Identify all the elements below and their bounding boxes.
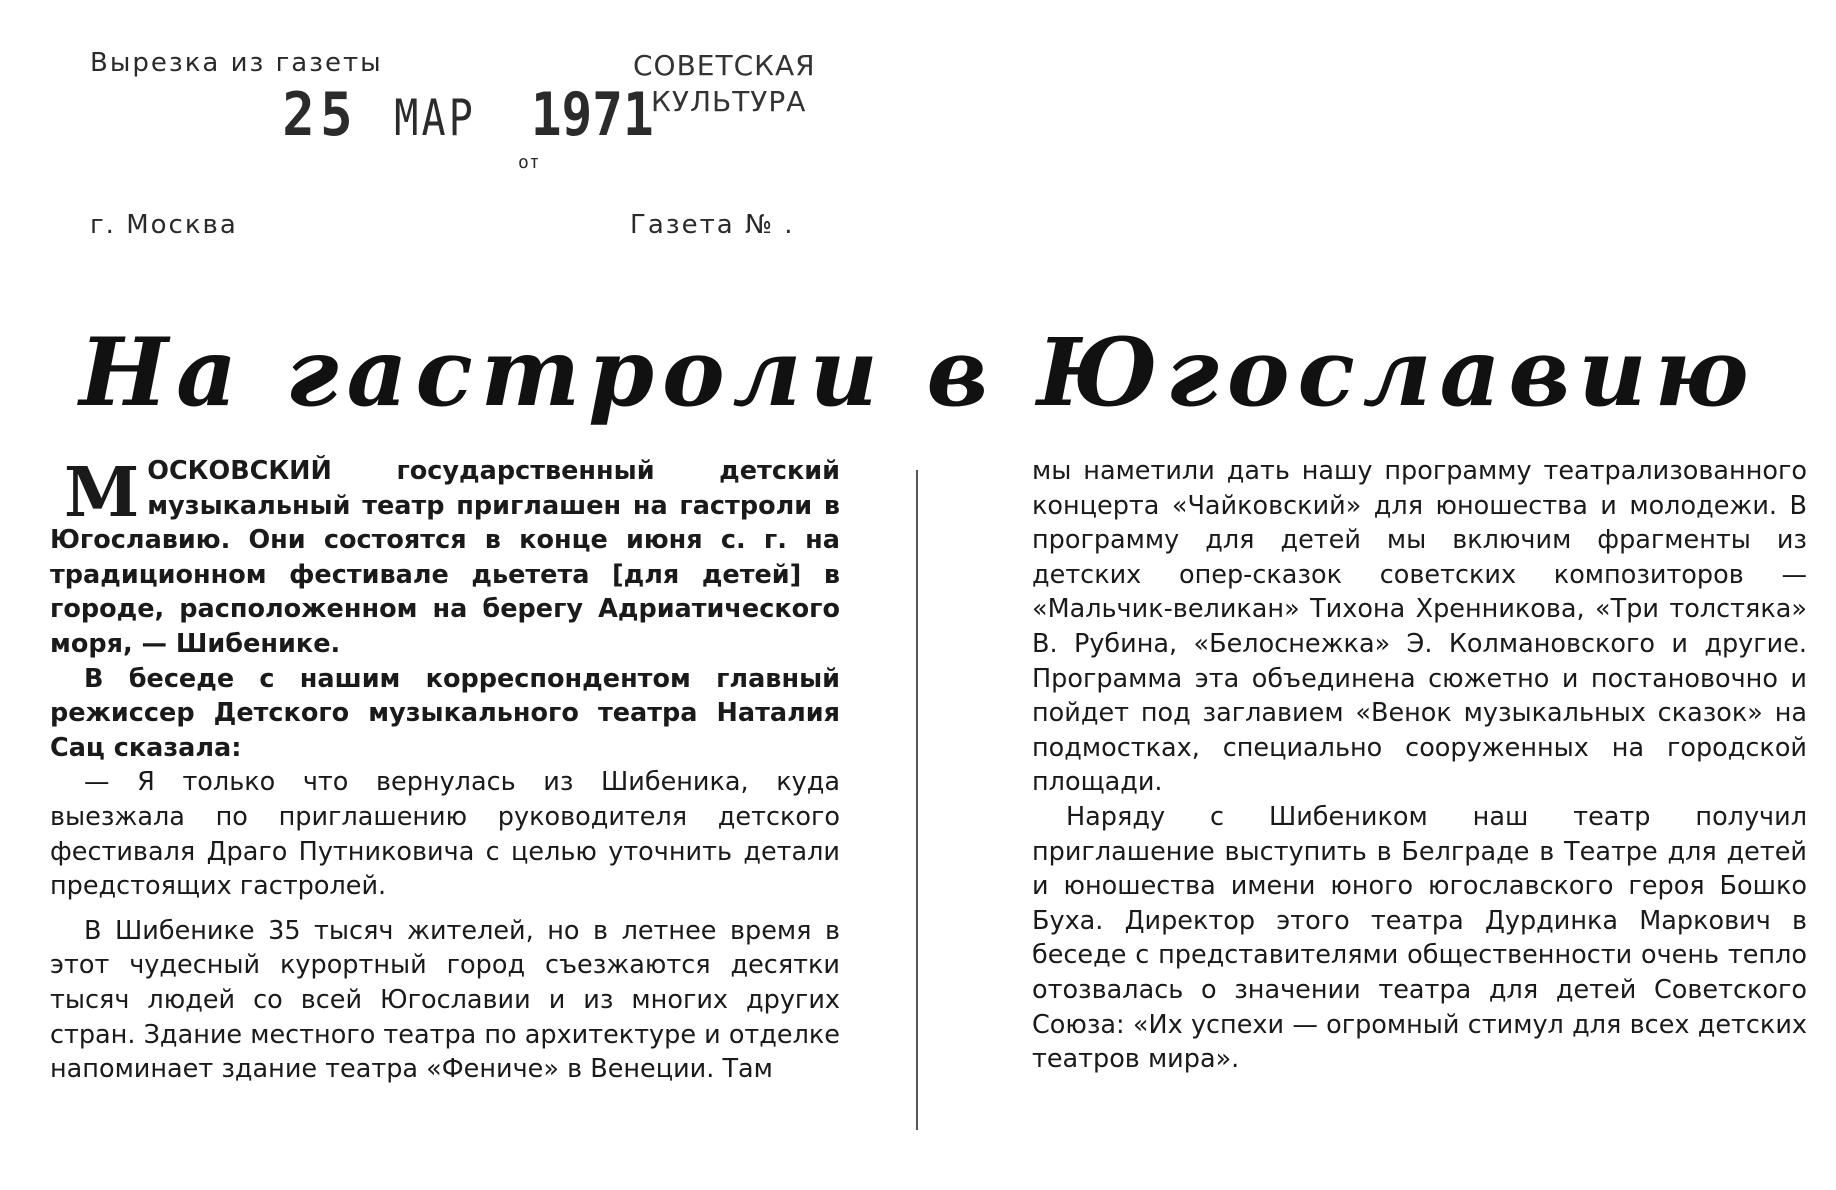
city-label: г. Москва (90, 210, 238, 240)
newspaper-name-line2: КУЛЬТУРА (651, 85, 807, 118)
article-title: На гастроли в Югославию (79, 318, 1757, 428)
stamp-day: 25 (282, 80, 359, 150)
article-column-right (1032, 454, 1807, 1077)
body-paragraph-2: В Шибенике 35 тысяч жителей, но в летнее время в этот чудесный курортный город съезжаются десятки тысяч людей со всей Югославии и из многих других стран. Здание местного театра по архитектуре и отделке напоминает здание театра «Фениче» в Венеции. Там (50, 915, 840, 1085)
lead-paragraph-2: В беседе с нашим корреспондентом главный режиссер Детского музыкального театра Наталия Сац сказала: (50, 663, 840, 763)
stamp-year: 1971 (530, 80, 654, 150)
body-paragraph-1: — Я только что вернулась из Шибеника, куда выезжала по приглашению руководителя детского фестиваля Драго Путниковича с целью уточнить детали предстоящих гастролей. (50, 767, 840, 902)
column-divider (916, 470, 918, 1130)
issue-label: Газета № . (630, 210, 795, 240)
article-column-left (50, 454, 840, 1087)
stamp-month: МАР (394, 89, 476, 147)
date-stamp (278, 80, 664, 173)
body-paragraph-4: Наряду с Шибеником наш театр получил приглашение выступить в Белграде в Театре для детей и юношества имени юного югославского героя Бошко Буха. Директор этого театра Дурдинка Маркович в беседе с представителями общественности очень тепло отозвалась о значении театра для детей Советского Союза: «Их успехи — огромный стимул для всех детских театров мира». (1032, 801, 1807, 1075)
clipping-label: Вырезка из газеты (90, 48, 383, 78)
stamp-ot: от (518, 152, 540, 173)
newspaper-name-line1: СОВЕТСКАЯ (633, 49, 816, 82)
lead-paragraph (50, 454, 840, 662)
lead-text: ОСКОВСКИЙ государственный детский музыкальный театр приглашен на гастроли в Югославию. Они состоятся в конце июня с. г. на традиционном фестивале дьетета [для детей] в городе, расположенном на берегу Адриатического моря, — Шибенике. (50, 456, 840, 659)
body-paragraph-3: мы наметили дать нашу программу театрализованного концерта «Чайковский» для юношества и молодежи. В программу для детей мы включим фрагменты из детских опер-сказок советских композиторов — «Мальчик-великан» Тихона Хренникова, «Три толстяка» В. Рубина, «Белоснежка» Э. Колмановского и другие. Программа эта объединена сюжетно и постановочно и пойдет под заглавием «Венок музыкальных сказок» на подмостках, специально сооруженных на городской площади. (1032, 456, 1807, 798)
drop-cap: М (64, 453, 140, 533)
